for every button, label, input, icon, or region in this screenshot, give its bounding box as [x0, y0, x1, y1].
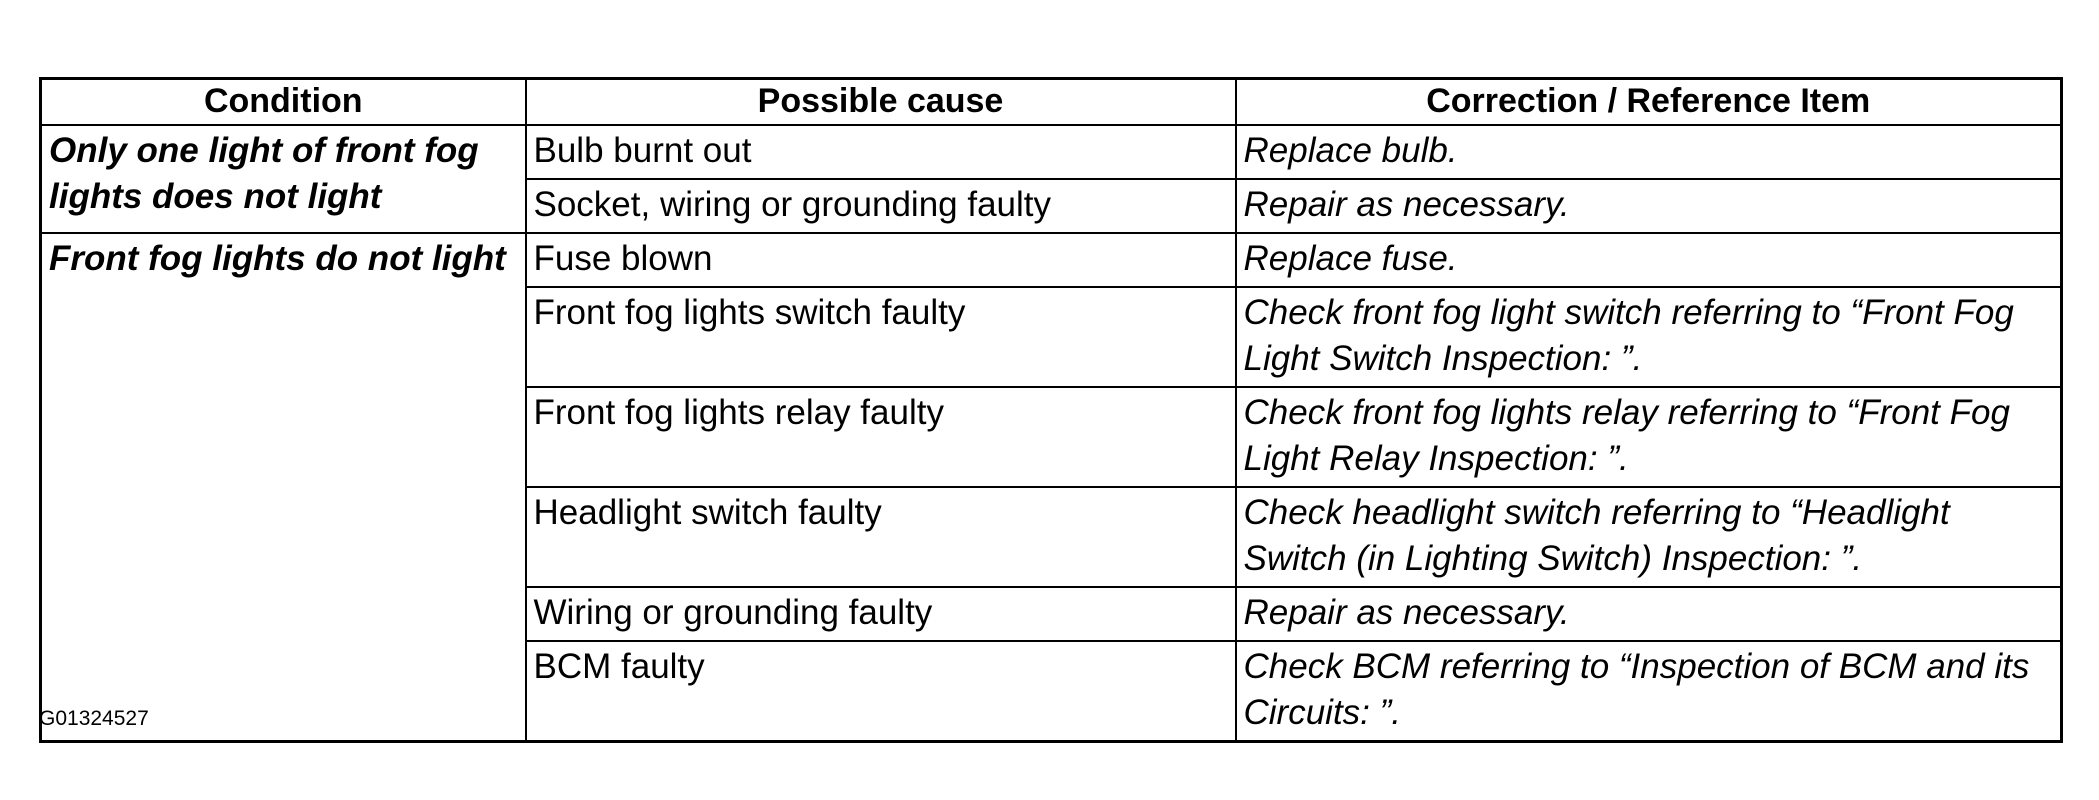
correction-cell: Check headlight switch referring to “Headlight Switch (in Lighting Switch) Inspection: ”. [1236, 487, 2062, 587]
cause-cell: Socket, wiring or grounding faulty [526, 179, 1236, 233]
cause-cell: Fuse blown [526, 233, 1236, 287]
header-condition: Condition [41, 79, 526, 126]
cause-cell: Front fog lights switch faulty [526, 287, 1236, 387]
correction-cell: Check front fog light switch referring to “Front Fog Light Switch Inspection: ”. [1236, 287, 2062, 387]
correction-cell: Repair as necessary. [1236, 179, 2062, 233]
cause-cell: BCM faulty [526, 641, 1236, 742]
table-row [41, 125, 2062, 179]
troubleshooting-table [39, 77, 2063, 743]
correction-cell: Replace bulb. [1236, 125, 2062, 179]
correction-cell: Repair as necessary. [1236, 587, 2062, 641]
figure-id: G01324527 [39, 707, 149, 730]
condition-cell: Front fog lights do not light [41, 233, 526, 742]
correction-cell: Check front fog lights relay referring to “Front Fog Light Relay Inspection: ”. [1236, 387, 2062, 487]
header-correction: Correction / Reference Item [1236, 79, 2062, 126]
cause-cell: Bulb burnt out [526, 125, 1236, 179]
cause-cell: Front fog lights relay faulty [526, 387, 1236, 487]
cause-cell: Headlight switch faulty [526, 487, 1236, 587]
header-row [41, 79, 2062, 126]
condition-cell: Only one light of front fog lights does not light [41, 125, 526, 233]
cause-cell: Wiring or grounding faulty [526, 587, 1236, 641]
table-row [41, 233, 2062, 287]
header-possible-cause: Possible cause [526, 79, 1236, 126]
correction-cell: Replace fuse. [1236, 233, 2062, 287]
correction-cell: Check BCM referring to “Inspection of BCM and its Circuits: ”. [1236, 641, 2062, 742]
